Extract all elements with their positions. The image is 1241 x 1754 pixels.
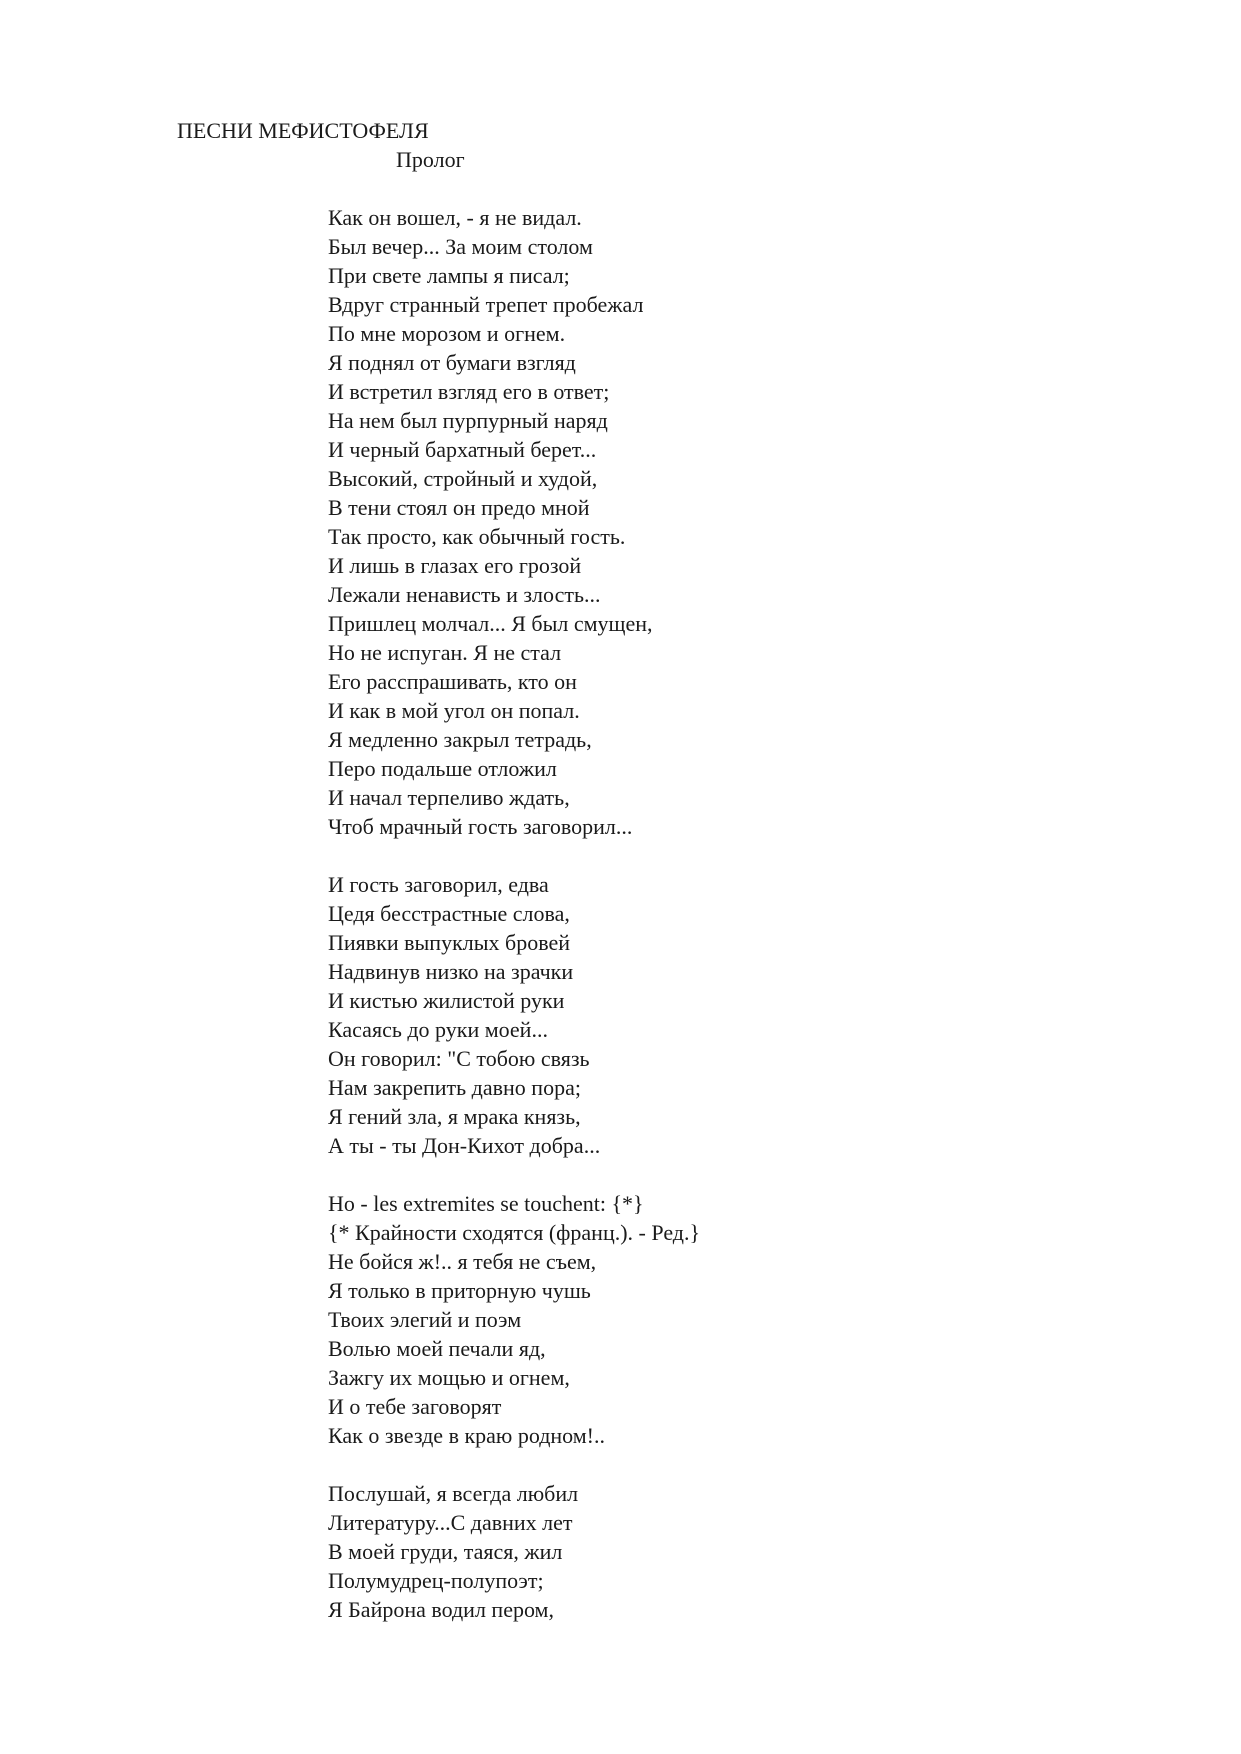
poem-line: Нам закрепить давно пора; bbox=[328, 1075, 581, 1100]
poem-line: Цедя бесстрастные слова, bbox=[328, 901, 570, 926]
document-title: ПЕСНИ МЕФИСТОФЕЛЯ bbox=[177, 118, 429, 143]
poem-line: И кистью жилистой руки bbox=[328, 988, 565, 1013]
poem-line: И как в мой угол он попал. bbox=[328, 698, 580, 723]
poem-line: Не бойся ж!.. я тебя не съем, bbox=[328, 1249, 597, 1274]
poem-line: Но не испуган. Я не стал bbox=[328, 640, 562, 665]
poem-line: Пришлец молчал... Я был смущен, bbox=[328, 611, 653, 636]
poem-line: Вдруг странный трепет пробежал bbox=[328, 292, 644, 317]
poem-line: В тени стоял он предо мной bbox=[328, 495, 590, 520]
poem-line: Послушай, я всегда любил bbox=[328, 1481, 579, 1506]
poem-line: Лежали ненависть и злость... bbox=[328, 582, 601, 607]
poem-line: На нем был пурпурный наряд bbox=[328, 408, 608, 433]
poem-line: Я гений зла, я мрака князь, bbox=[328, 1104, 581, 1129]
poem-line: Касаясь до руки моей... bbox=[328, 1017, 548, 1042]
poem-line: А ты - ты Дон-Кихот добра... bbox=[328, 1133, 601, 1158]
poem-line: Его расспрашивать, кто он bbox=[328, 669, 577, 694]
poem-line: Зажгу их мощью и огнем, bbox=[328, 1365, 570, 1390]
poem-line: Литературу...С давних лет bbox=[328, 1510, 573, 1535]
poem-line: Был вечер... За моим столом bbox=[328, 234, 593, 259]
poem-line: В моей груди, таяся, жил bbox=[328, 1539, 563, 1564]
poem-line: Надвинув низко на зрачки bbox=[328, 959, 574, 984]
poem-line: Перо подальше отложил bbox=[328, 756, 557, 781]
poem-line: Я Байрона водил пером, bbox=[328, 1597, 554, 1622]
poem-line: Я поднял от бумаги взгляд bbox=[328, 350, 576, 375]
poem-line: И черный бархатный берет... bbox=[328, 437, 597, 462]
poem-line: При свете лампы я писал; bbox=[328, 263, 570, 288]
stanza bbox=[328, 870, 1208, 1160]
poem-line: И гость заговорил, едва bbox=[328, 872, 549, 897]
poem-line: Он говорил: "С тобою связь bbox=[328, 1046, 590, 1071]
poem-line: Я медленно закрыл тетрадь, bbox=[328, 727, 592, 752]
poem-line: И о тебе заговорят bbox=[328, 1394, 502, 1419]
poem-line: Я только в приторную чушь bbox=[328, 1278, 591, 1303]
poem-line: И начал терпеливо ждать, bbox=[328, 785, 570, 810]
poem-line: Твоих элегий и поэм bbox=[328, 1307, 522, 1332]
poem-line: Как он вошел, - я не видал. bbox=[328, 205, 582, 230]
poem-line: И лишь в глазах его грозой bbox=[328, 553, 582, 578]
stanza bbox=[328, 203, 1208, 841]
poem-line: Волью моей печали яд, bbox=[328, 1336, 546, 1361]
poem-line: И встретил взгляд его в ответ; bbox=[328, 379, 610, 404]
poem-line: Как о звезде в краю родном!.. bbox=[328, 1423, 606, 1448]
poem-line: Высокий, стройный и худой, bbox=[328, 466, 598, 491]
poem-line: Но - les extremites se touchent: {*} bbox=[328, 1191, 644, 1216]
stanza bbox=[328, 1189, 1208, 1450]
poem-line: Полумудрец-полупоэт; bbox=[328, 1568, 544, 1593]
stanza bbox=[328, 1479, 1208, 1624]
poem-body bbox=[328, 203, 1208, 1653]
poem-line: Чтоб мрачный гость заговорил... bbox=[328, 814, 633, 839]
poem-line: Так просто, как обычный гость. bbox=[328, 524, 626, 549]
poem-line: Пиявки выпуклых бровей bbox=[328, 930, 571, 955]
poem-line: По мне морозом и огнем. bbox=[328, 321, 566, 346]
poem-line: {* Крайности сходятся (франц.). - Ред.} bbox=[328, 1220, 701, 1245]
document-subtitle: Пролог bbox=[396, 147, 465, 172]
